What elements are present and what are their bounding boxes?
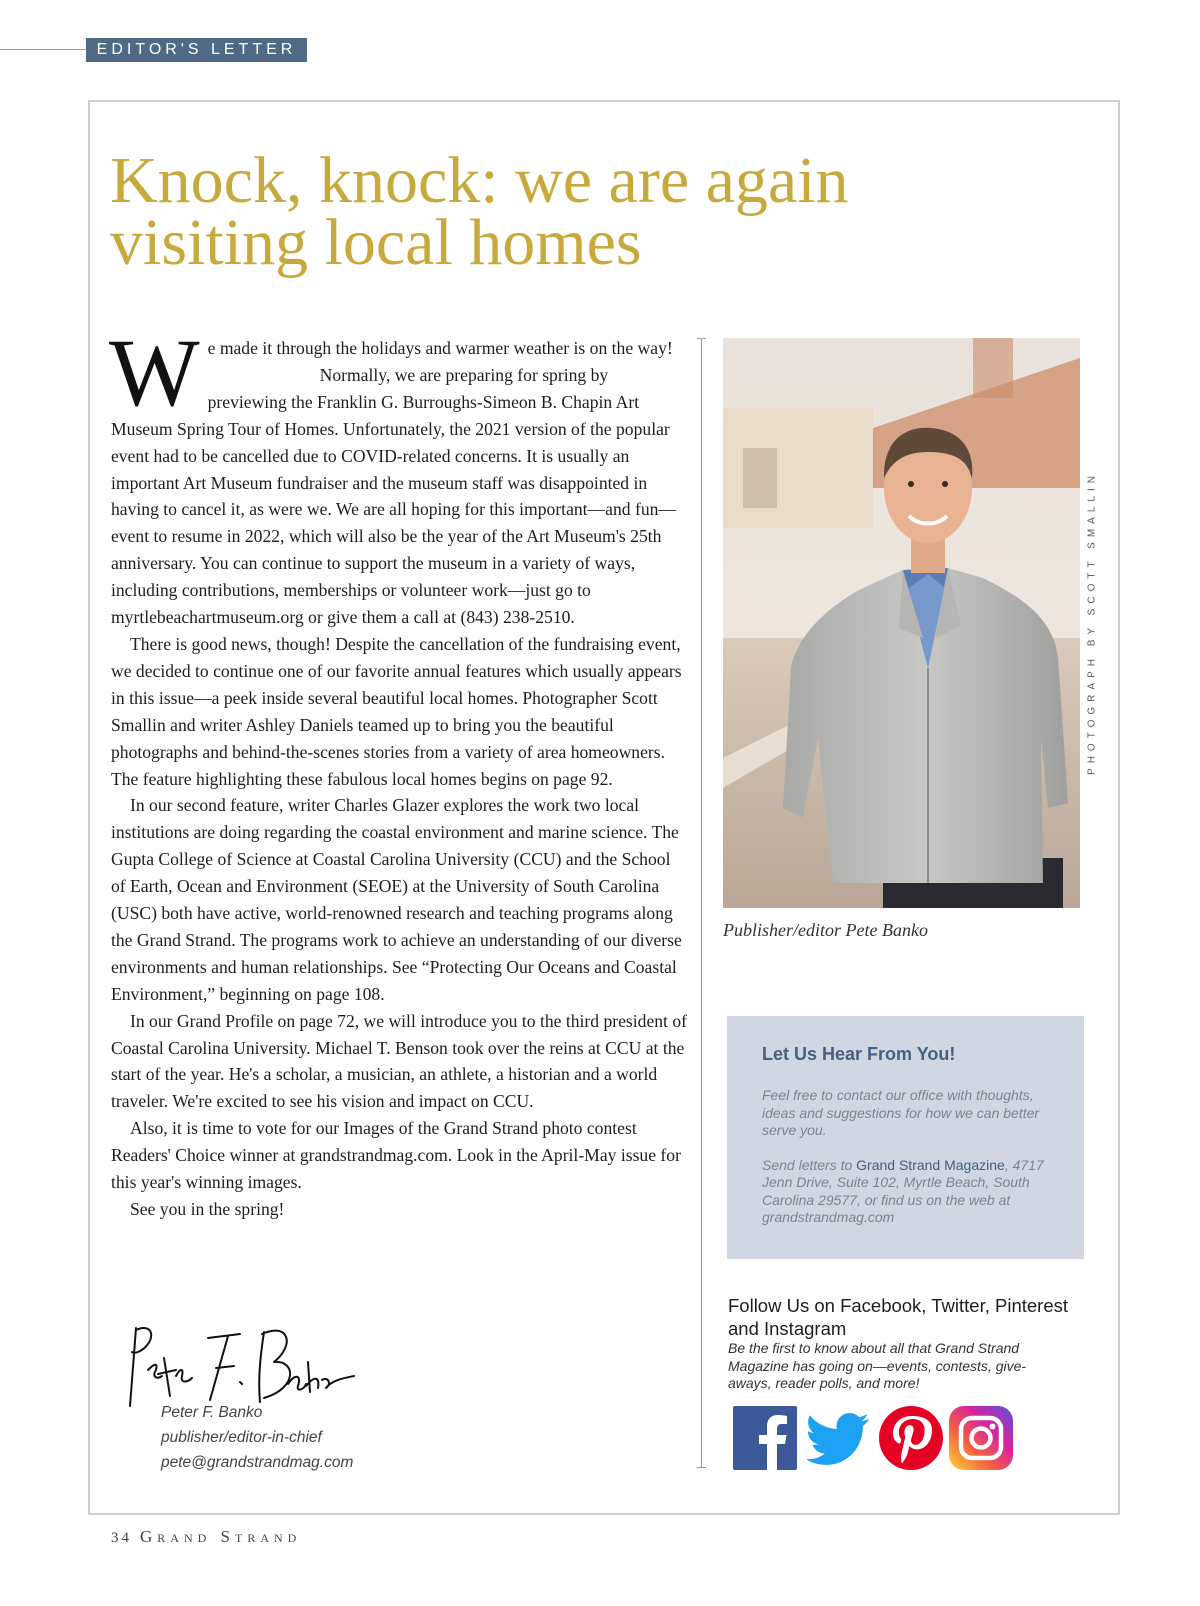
- headline-line-1: Knock, knock: we are again: [110, 144, 849, 217]
- headline-line-2: visiting local homes: [110, 206, 642, 279]
- letter-paragraph: See you in the spring!: [130, 1199, 285, 1219]
- headline: [110, 144, 1010, 279]
- twitter-icon[interactable]: [807, 1406, 871, 1470]
- letter-paragraph: [109, 319, 688, 426]
- contact-address: [762, 1157, 1049, 1227]
- drop-cap: W: [109, 319, 200, 426]
- contact-send-prefix: Send letters to: [762, 1156, 857, 1173]
- footer-magazine-name: Grand Strand: [140, 1527, 302, 1546]
- portrait-photo: [723, 338, 1080, 908]
- pinterest-icon[interactable]: [879, 1406, 943, 1470]
- facebook-icon[interactable]: [733, 1406, 797, 1470]
- photo-caption: Publisher/editor Pete Banko: [723, 920, 928, 940]
- letter-body: [109, 319, 688, 1223]
- instagram-icon[interactable]: [949, 1406, 1013, 1470]
- letter-paragraph: Also, it is time to vote for our Images of the Grand Strand photo contest Readers' Choice winner at grandstrandmag.com. Look in the April-May issue for this year's winning images.: [111, 1118, 681, 1193]
- signature: [118, 1318, 358, 1413]
- page-number: 34: [111, 1530, 132, 1546]
- signoff-role: publisher/editor-in-chief: [161, 1429, 322, 1446]
- signoff-email[interactable]: pete@grandstrandmag.com: [161, 1454, 354, 1471]
- portrait-illustration: [723, 338, 1080, 908]
- letter-paragraph: In our Grand Profile on page 72, we will introduce you to the third president of Coastal Carolina University. Michael T. Benson took over the reins at CCU at the start of the year. He's a scholar, a musician, an athlete, a historian and a world traveler. We're excited to see his vision and impact on CCU.: [111, 1010, 688, 1112]
- column-rule-cap: [697, 1467, 706, 1468]
- photo-credit-text: PHOTOGRAPH BY SCOTT SMALLIN: [1086, 471, 1098, 775]
- header-rule: [0, 49, 86, 50]
- contact-intro: Feel free to contact our office with thoughts, ideas and suggestions for how we can better serve you.: [762, 1087, 1040, 1138]
- letter-paragraph: In our second feature, writer Charles Glazer explores the work two local institutions are doing regarding the coastal environment and marine science. The Gupta College of Science at Coastal Carolina University (CCU) and the School of Earth, Ocean and Environment (SEOE) at the University of South Carolina (USC) both have active, world-renowned research and teaching programs along the Grand Strand. The programs work to achieve an understanding of our diverse environments and human relationships. See “Protecting Our Oceans and Coastal Environment,” beginning on page 108.: [111, 795, 682, 1004]
- contact-heading: Let Us Hear From You!: [762, 1044, 956, 1064]
- section-label: EDITOR'S LETTER: [86, 38, 307, 62]
- page-footer: [111, 1527, 301, 1547]
- follow-text: Be the first to know about all that Grand Strand Magazine has going on—events, contests, give-aways, reader polls, and more!: [728, 1340, 1027, 1391]
- social-icons: [733, 1406, 1023, 1470]
- letter-paragraph: There is good news, though! Despite the cancellation of the fundraising event, we decided to continue one of our favorite annual features which usually appears in this issue—a peek inside several beautiful local homes. Photographer Scott Smallin and writer Ashley Daniels teamed up to bring you the beautiful photographs and behind-the-scenes stories from a variety of area homeowners. The feature highlighting these fabulous local homes begins on page 92.: [111, 633, 682, 789]
- signoff-name: Peter F. Banko: [161, 1404, 263, 1421]
- contact-address-text: , 4717 Jenn Drive, Suite 102, Myrtle Beach, South Carolina 29577, or find us on the web at grandstrandmag.com: [762, 1156, 1044, 1225]
- contact-magazine-name: Grand Strand Magazine: [856, 1156, 1005, 1173]
- signoff-block: [161, 1400, 353, 1475]
- follow-heading: Follow Us on Facebook, Twitter, Pinterest and Instagram: [728, 1295, 1069, 1339]
- photo-credit: [1084, 338, 1100, 908]
- column-rule: [701, 338, 702, 1468]
- letter-paragraph: Normally, we are preparing for spring by previewing the Franklin G. Burroughs-Simeon B. Chapin Art Museum Spring Tour of Homes. Unfortunately, the 2021 version of the popular event had to be cancelled due to COVID-related concerns. It is usually an important Art Museum fundraiser and the museum staff was disappointed in having to cancel it, as were we. We are all hoping for this important—and fun—event to resume in 2022, which will also be the year of the Art Museum's 25th anniversary. You can continue to support the museum in a variety of ways, including contributions, memberships or volunteer work—just go to myrtlebeachartmuseum.org or give them a call at (843) 238-2510.: [111, 364, 677, 628]
- contact-box: [727, 1016, 1084, 1259]
- letter-opening: e made it through the holidays and warmer weather is on the way!: [207, 338, 673, 358]
